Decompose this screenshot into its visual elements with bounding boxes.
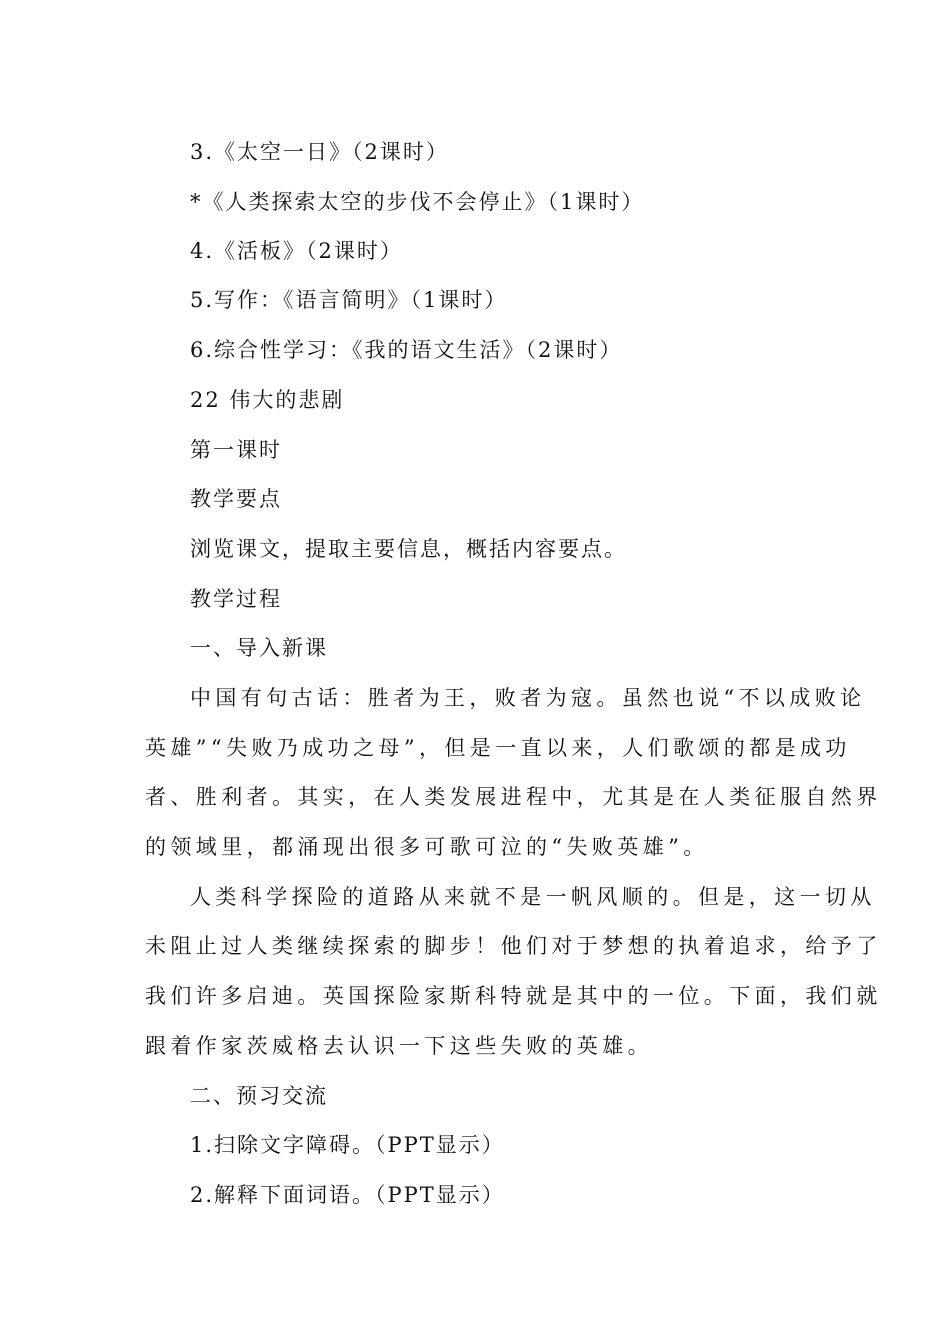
lesson-item-6: 6.综合性学习：《我的语文生活》（2课时） bbox=[190, 338, 623, 362]
paragraph-line: 我们许多启迪。英国探险家斯科特就是其中的一位。下面，我们就 bbox=[145, 984, 882, 1008]
lesson-item-extra: *《人类探索太空的步伐不会停止》（1课时） bbox=[190, 190, 645, 214]
paragraph-line: 跟着作家茨威格去认识一下这些失败的英雄。 bbox=[145, 1034, 653, 1058]
chapter-title: 22 伟大的悲剧 bbox=[190, 388, 345, 412]
paragraph-line: 未阻止过人类继续探索的脚步！他们对于梦想的执着追求，给予了 bbox=[145, 934, 882, 958]
paragraph-line: 人类科学探险的道路从来就不是一帆风顺的。但是，这一切从 bbox=[190, 885, 876, 909]
section-1-heading: 一、导入新课 bbox=[190, 636, 328, 660]
teaching-points-heading: 教学要点 bbox=[190, 487, 282, 511]
lesson-item-3: 3.《太空一日》（2课时） bbox=[190, 140, 449, 164]
teaching-points-text: 浏览课文，提取主要信息，概括内容要点。 bbox=[190, 537, 627, 561]
paragraph-line: 者、胜利者。其实，在人类发展进程中，尤其是在人类征服自然界 bbox=[145, 785, 882, 809]
paragraph-line: 英雄”“失败乃成功之母”，但是一直以来，人们歌颂的都是成功 bbox=[145, 736, 851, 760]
lesson-item-4: 4.《活板》（2课时） bbox=[190, 239, 403, 263]
lesson-item-5: 5.写作：《语言简明》（1课时） bbox=[190, 288, 508, 312]
paragraph-line: 中国有句古话：胜者为王，败者为寇。虽然也说“不以成败论 bbox=[190, 686, 866, 710]
section-2-item-2: 2.解释下面词语。（PPT显示） bbox=[190, 1183, 505, 1207]
section-2-heading: 二、预习交流 bbox=[190, 1084, 328, 1108]
paragraph-line: 的领域里，都涌现出很多可歌可泣的“失败英雄”。 bbox=[145, 835, 709, 859]
section-2-item-1: 1.扫除文字障碍。（PPT显示） bbox=[190, 1133, 505, 1157]
teaching-process-heading: 教学过程 bbox=[190, 587, 282, 611]
session-title: 第一课时 bbox=[190, 438, 282, 462]
